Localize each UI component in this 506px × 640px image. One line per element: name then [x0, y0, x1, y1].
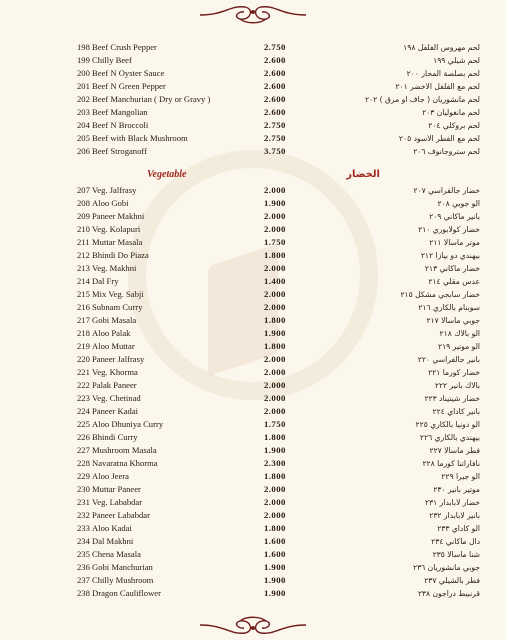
item-price: 2.000 [264, 406, 286, 416]
item-name-arabic: لحم مع الفطر الاسود ٢٠٥ [398, 134, 480, 143]
menu-item [0, 392, 506, 405]
item-number: 225 [77, 419, 90, 429]
item-price: 1.900 [264, 562, 286, 572]
menu-item [0, 210, 506, 223]
item-number: 220 [77, 354, 90, 364]
menu-item [0, 405, 506, 418]
item-price: 2.600 [264, 94, 286, 104]
menu-item [0, 444, 506, 457]
item-number: 208 [77, 198, 90, 208]
item-name-arabic: موتير بانير ٢٣٠ [433, 485, 480, 494]
item-name-arabic: بيهندي دو بيازا ٢١٢ [420, 251, 480, 260]
menu-item [0, 119, 506, 132]
item-name-arabic: لحم شيلي ١٩٩ [433, 56, 480, 65]
item-number: 232 [77, 510, 90, 520]
item-number: 212 [77, 250, 90, 260]
item-name-arabic: خضار جالفراسي ٢٠٧ [413, 186, 480, 195]
item-number: 233 [77, 523, 90, 533]
item-number: 203 [77, 107, 90, 117]
item-number: 211 [77, 237, 90, 247]
item-number: 199 [77, 55, 90, 65]
item-name-arabic: لحم مانشوريان ( جاف او مرق ) ٢٠٢ [364, 95, 480, 104]
item-price: 1.800 [264, 471, 286, 481]
item-name: Muttar Paneer [92, 484, 141, 494]
item-price: 2.300 [264, 458, 286, 468]
item-number: 237 [77, 575, 90, 585]
menu-item [0, 483, 506, 496]
menu-item [0, 574, 506, 587]
item-number: 216 [77, 302, 90, 312]
item-number: 228 [77, 458, 90, 468]
item-name: Veg. Makhni [92, 263, 137, 273]
item-price: 2.000 [264, 263, 286, 273]
item-number: 206 [77, 146, 90, 156]
menu-item [0, 587, 506, 600]
item-number: 229 [77, 471, 90, 481]
item-number: 236 [77, 562, 90, 572]
item-number: 198 [77, 42, 90, 52]
item-name: Beef Stroganoff [92, 146, 147, 156]
item-price: 1.800 [264, 250, 286, 260]
menu-item [0, 327, 506, 340]
menu-item [0, 41, 506, 54]
item-name-arabic: خضار لابابدار ٢٣١ [425, 498, 480, 507]
item-price: 2.000 [264, 484, 286, 494]
item-number: 217 [77, 315, 90, 325]
item-number: 231 [77, 497, 90, 507]
item-name-arabic: بانير كاداي ٢٢٤ [432, 407, 480, 416]
item-number: 235 [77, 549, 90, 559]
menu-item [0, 457, 506, 470]
menu-item [0, 236, 506, 249]
item-name: Subnam Curry [92, 302, 143, 312]
item-number: 202 [77, 94, 90, 104]
menu-item [0, 132, 506, 145]
item-number: 204 [77, 120, 90, 130]
item-number: 210 [77, 224, 90, 234]
item-name: Veg. Khorma [92, 367, 138, 377]
item-name-arabic: الو كاداي ٢٣٣ [437, 524, 480, 533]
item-number: 218 [77, 328, 90, 338]
item-name: Dal Makhni [92, 536, 134, 546]
item-price: 1.900 [264, 198, 286, 208]
item-name-arabic: بانير لابابدار ٢٣٢ [429, 511, 480, 520]
item-price: 1.750 [264, 419, 286, 429]
item-name-arabic: خضار كولابوري ٢١٠ [418, 225, 480, 234]
menu-item [0, 67, 506, 80]
item-number: 230 [77, 484, 90, 494]
item-name: Aloo Muttar [92, 341, 135, 351]
item-name-arabic: خضار شيتيناد ٢٢٣ [424, 394, 480, 403]
item-name-arabic: دال ماكاني ٢٣٤ [431, 537, 480, 546]
item-name: Aloo Kadai [92, 523, 132, 533]
item-name: Paneer Makhni [92, 211, 145, 221]
item-name-arabic: جوبي مانشوريان ٢٣٦ [412, 563, 480, 572]
item-name: Dragon Cauliflower [92, 588, 161, 598]
menu-item [0, 418, 506, 431]
item-price: 2.000 [264, 224, 286, 234]
item-number: 201 [77, 81, 90, 91]
item-name: Muttar Masala [92, 237, 143, 247]
menu-item [0, 509, 506, 522]
item-price: 1.400 [264, 276, 286, 286]
item-name: Beef N Broccoli [92, 120, 149, 130]
menu-item [0, 431, 506, 444]
item-price: 1.800 [264, 315, 286, 325]
section-title-vegetable-arabic: الخضار [346, 169, 380, 180]
menu-item [0, 535, 506, 548]
item-name: Chena Masala [92, 549, 141, 559]
item-price: 2.000 [264, 354, 286, 364]
menu-item [0, 288, 506, 301]
item-name: Aloo Dhuniya Curry [92, 419, 164, 429]
item-price: 2.600 [264, 81, 286, 91]
item-price: 2.600 [264, 107, 286, 117]
item-name: Beef Mangolian [92, 107, 148, 117]
item-price: 1.900 [264, 445, 286, 455]
item-number: 227 [77, 445, 90, 455]
item-name-arabic: الو بالاك ٢١٨ [439, 329, 480, 338]
item-price: 1.800 [264, 432, 286, 442]
item-price: 3.750 [264, 146, 286, 156]
item-price: 2.600 [264, 68, 286, 78]
item-name: Dal Fry [92, 276, 119, 286]
item-number: 238 [77, 588, 90, 598]
item-price: 1.900 [264, 588, 286, 598]
item-price: 2.750 [264, 120, 286, 130]
item-price: 1.900 [264, 328, 286, 338]
item-name: Beef N Oyster Sauce [92, 68, 165, 78]
item-price: 2.000 [264, 367, 286, 377]
item-name: Palak Paneer [92, 380, 137, 390]
menu-item [0, 249, 506, 262]
item-name: Bhindi Do Piaza [92, 250, 149, 260]
menu-item [0, 522, 506, 535]
item-name: Paneer Kadai [92, 406, 139, 416]
item-name: Aloo Gobi [92, 198, 129, 208]
item-name: Veg. Lababdar [92, 497, 143, 507]
item-price: 2.000 [264, 289, 286, 299]
item-name: Mix Veg. Sabji [92, 289, 144, 299]
item-price: 2.000 [264, 302, 286, 312]
item-name: Gobi Masala [92, 315, 137, 325]
item-name-arabic: بانير جالفراسي ٢٢٠ [417, 355, 480, 364]
menu-item [0, 379, 506, 392]
menu-item [0, 80, 506, 93]
item-name-arabic: الو موتير ٢١٩ [437, 342, 480, 351]
menu-item [0, 366, 506, 379]
item-name-arabic: جوبي ماسالا ٢١٧ [426, 316, 480, 325]
item-number: 219 [77, 341, 90, 351]
menu-item [0, 496, 506, 509]
item-name-arabic: فطر ماسالا ٢٢٧ [429, 446, 480, 455]
menu-item [0, 262, 506, 275]
item-name: Paneer Jalfrasy [92, 354, 145, 364]
item-name-arabic: خضار كورما ٢٢١ [428, 368, 480, 377]
item-price: 1.600 [264, 549, 286, 559]
item-price: 2.000 [264, 185, 286, 195]
item-number: 205 [77, 133, 90, 143]
item-name: Gobi Manchurian [92, 562, 153, 572]
item-number: 200 [77, 68, 90, 78]
item-name-arabic: لحم مهروس الفلفل ١٩٨ [403, 43, 480, 52]
item-number: 226 [77, 432, 90, 442]
top-ornament-icon [0, 2, 506, 28]
item-price: 1.600 [264, 536, 286, 546]
item-price: 2.750 [264, 42, 286, 52]
menu-item [0, 353, 506, 366]
item-name: Beef N Green Pepper [92, 81, 166, 91]
menu-item [0, 301, 506, 314]
item-name: Mushroom Masala [92, 445, 157, 455]
item-name-arabic: نافاراتنا كورما ٢٢٨ [422, 459, 480, 468]
item-name: Bhindi Curry [92, 432, 138, 442]
menu-item [0, 223, 506, 236]
item-number: 213 [77, 263, 90, 273]
item-name-arabic: قرنبيط دراجون ٢٣٨ [417, 589, 480, 598]
item-name-arabic: لحم بروكلي ٢٠٤ [428, 121, 480, 130]
item-name-arabic: الو جيرا ٢٢٩ [441, 472, 480, 481]
item-name-arabic: لحم بصلصة المحار ٢٠٠ [406, 69, 480, 78]
item-name: Chilly Beef [92, 55, 132, 65]
item-name: Veg. Jalfrasy [92, 185, 137, 195]
menu-item [0, 145, 506, 158]
item-name-arabic: موتر ماسالا ٢١١ [429, 238, 480, 247]
item-name-arabic: بالاك بانير ٢٢٢ [434, 381, 480, 390]
item-number: 214 [77, 276, 90, 286]
item-name-arabic: عدس مقلي ٢١٤ [428, 277, 480, 286]
menu-item [0, 561, 506, 574]
item-name-arabic: خضار سابجي مشكل ٢١٥ [400, 290, 480, 299]
item-name: Navaratna Khorma [92, 458, 158, 468]
menu-item [0, 340, 506, 353]
item-name-arabic: الو دونيا بالكاري ٢٢٥ [415, 420, 480, 429]
item-name: Paneer Lababdar [92, 510, 150, 520]
item-price: 1.800 [264, 523, 286, 533]
item-number: 221 [77, 367, 90, 377]
item-price: 2.000 [264, 510, 286, 520]
item-price: 2.000 [264, 380, 286, 390]
item-price: 2.600 [264, 55, 286, 65]
item-name-arabic: لحم مع الفلفل الاخضر ٢٠١ [395, 82, 480, 91]
menu-item [0, 275, 506, 288]
menu-item [0, 314, 506, 327]
item-name-arabic: فطر بالشيلي ٢٣٧ [424, 576, 480, 585]
menu-item [0, 93, 506, 106]
item-price: 2.000 [264, 393, 286, 403]
menu-item [0, 184, 506, 197]
item-name-arabic: الو جوبي ٢٠٨ [437, 199, 480, 208]
item-name: Veg. Chetinad [92, 393, 141, 403]
item-name: Beef Crush Pepper [92, 42, 157, 52]
menu-item [0, 548, 506, 561]
item-number: 224 [77, 406, 90, 416]
item-name-arabic: لحم ستروجانوف ٢٠٦ [413, 147, 480, 156]
item-name-arabic: خضار ماكاني ٢١٣ [424, 264, 480, 273]
item-name: Beef with Black Mushroom [92, 133, 188, 143]
item-price: 1.750 [264, 237, 286, 247]
item-name: Chilly Mushroom [92, 575, 154, 585]
menu-item [0, 470, 506, 483]
bottom-ornament-icon [0, 612, 506, 638]
item-name: Veg. Kolapuri [92, 224, 141, 234]
item-name: Aloo Jeera [92, 471, 129, 481]
menu-item [0, 197, 506, 210]
item-name-arabic: شنا ماسالا ٢٣٥ [432, 550, 480, 559]
item-number: 209 [77, 211, 90, 221]
section-title-vegetable: Vegetable [147, 169, 187, 180]
menu-item [0, 54, 506, 67]
item-name-arabic: لحم مانغوليان ٢٠٣ [422, 108, 480, 117]
item-price: 1.800 [264, 341, 286, 351]
item-name: Aloo Palak [92, 328, 131, 338]
item-number: 234 [77, 536, 90, 546]
item-number: 223 [77, 393, 90, 403]
item-name-arabic: بيهندي بالكاري ٢٢٦ [419, 433, 480, 442]
item-number: 207 [77, 185, 90, 195]
item-price: 2.000 [264, 211, 286, 221]
item-name-arabic: سوبنام بالكاري ٢١٦ [418, 303, 480, 312]
item-price: 1.900 [264, 575, 286, 585]
item-price: 2.750 [264, 133, 286, 143]
item-name: Beef Manchurian ( Dry or Gravy ) [92, 94, 211, 104]
item-number: 222 [77, 380, 90, 390]
item-number: 215 [77, 289, 90, 299]
item-price: 2.000 [264, 497, 286, 507]
item-name-arabic: بانير ماكاني ٢٠٩ [429, 212, 480, 221]
menu-item [0, 106, 506, 119]
